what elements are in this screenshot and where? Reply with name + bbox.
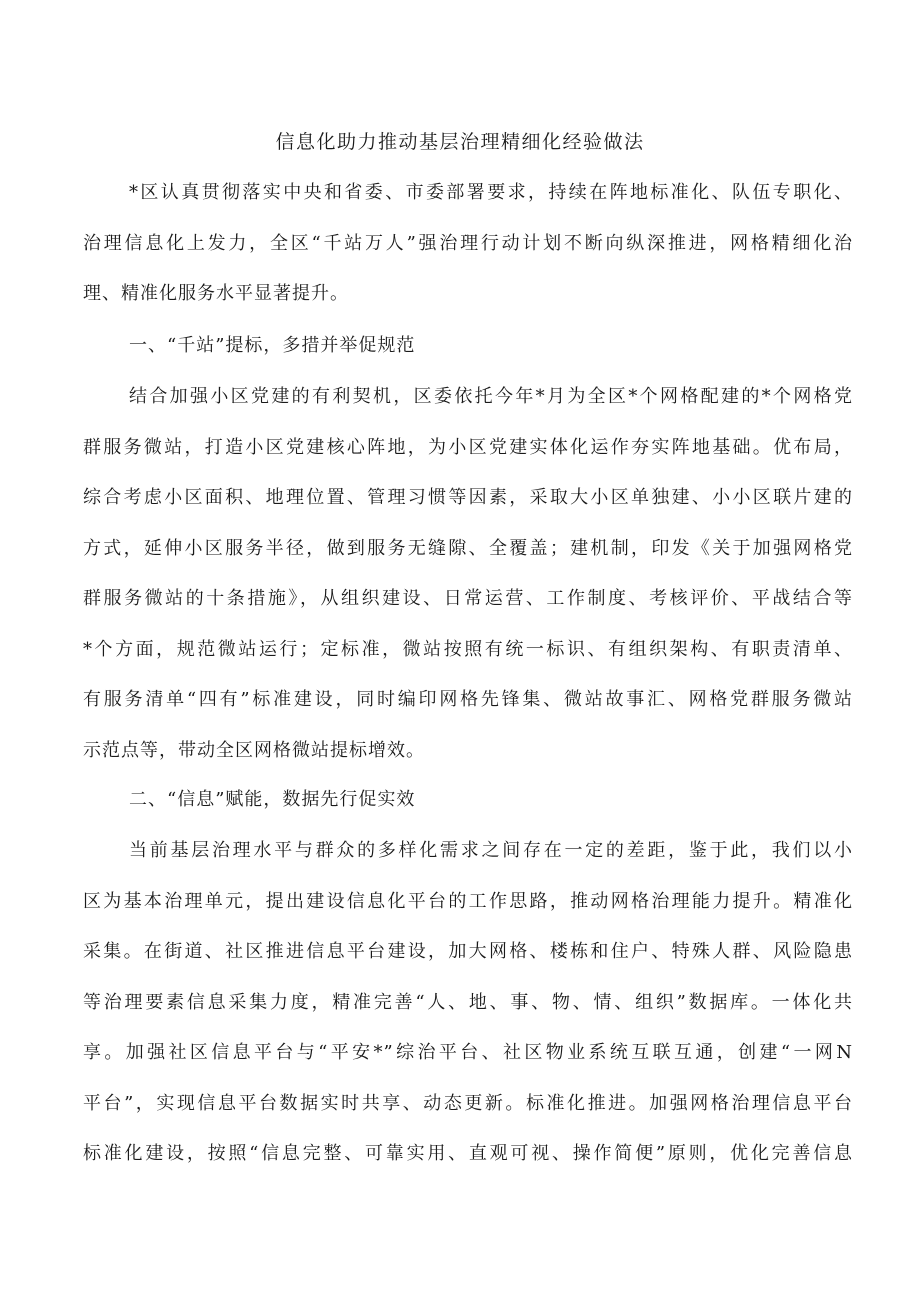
section1-line: 群服务微站，打造小区党建核心阵地，为小区党建实体化运作夯实阵地基础。优布局，: [83, 436, 853, 458]
section2-line: 享。加强社区信息平台与“平安*”综治平台、社区物业系统互联互通，创建“一网N: [83, 1042, 853, 1063]
section1-line: 有服务清单“四有”标准建设，同时编印网格先锋集、微站故事汇、网格党群服务微站: [83, 689, 853, 710]
intro-paragraph: [83, 168, 853, 320]
section1-paragraph: [83, 372, 853, 776]
section1-line: 结合加强小区党建的有利契机，区委依托今年*月为全区*个网格配建的*个网格党: [129, 386, 853, 407]
section1-line: *个方面，规范微站运行；定标准，微站按照有统一标识、有组织架构、有职责清单、: [83, 638, 853, 660]
section2-heading: 二、“信息”赋能，数据先行促实效: [129, 789, 416, 810]
section1-line: 示范点等，带动全区网格微站提标增效。: [83, 739, 425, 761]
intro-line: 理、精准化服务水平显著提升。: [83, 283, 349, 304]
section2-line: 平台”，实现信息平台数据实时共享、动态更新。标准化推进。加强网格治理信息平台: [83, 1092, 853, 1114]
section2-line: 标准化建设，按照“信息完整、可靠实用、直观可视、操作简便”原则，优化完善信息: [83, 1143, 853, 1164]
intro-line: *区认真贯彻落实中央和省委、市委部署要求，持续在阵地标准化、队伍专职化、: [129, 182, 853, 203]
section2-paragraph: [83, 826, 853, 1180]
section2-line: 区为基本治理单元，提出建设信息化平台的工作思路，推动网格治理能力提升。精准化: [83, 890, 853, 912]
section2-line: 等治理要素信息采集力度，精准完善“人、地、事、物、情、组织”数据库。一体化共: [83, 991, 853, 1013]
section1-line: 方式，延伸小区服务半径，做到服务无缝隙、全覆盖；建机制，印发《关于加强网格党: [83, 537, 853, 559]
section2-line: 当前基层治理水平与群众的多样化需求之间存在一定的差距，鉴于此，我们以小: [129, 840, 853, 861]
section2-line: 采集。在街道、社区推进信息平台建设，加大网格、楼栋和住户、特殊人群、风险隐患: [83, 941, 853, 962]
intro-line: 治理信息化上发力，全区“千站万人”强治理行动计划不断向纵深推进，网格精细化治: [83, 232, 853, 254]
section1-line: 群服务微站的十条措施》，从组织建设、日常运营、工作制度、考核评价、平战结合等: [83, 588, 853, 609]
section1-line: 综合考虑小区面积、地理位置、管理习惯等因素，采取大小区单独建、小小区联片建的: [83, 487, 853, 508]
document-title: 信息化助力推动基层治理精细化经验做法: [275, 131, 645, 153]
section1-heading: 一、“千站”提标，多措并举促规范: [129, 335, 416, 356]
